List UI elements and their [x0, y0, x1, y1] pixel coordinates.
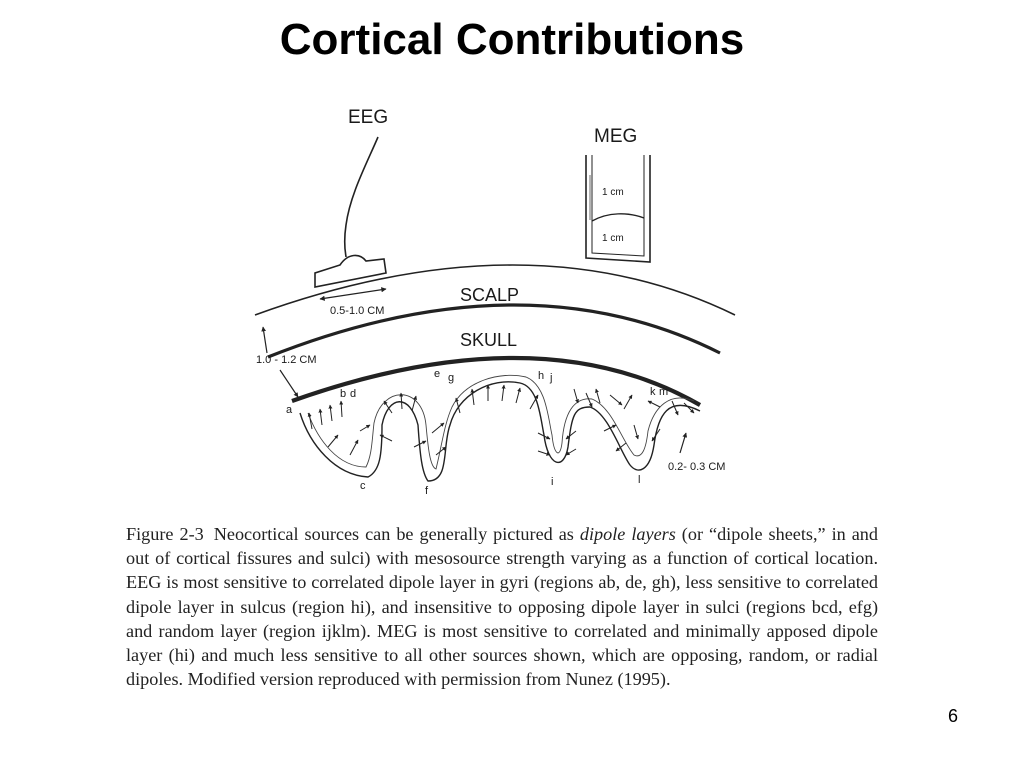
- region-label-e: e: [434, 368, 441, 380]
- meg-dewar: [586, 155, 650, 262]
- region-label-h: h: [538, 370, 545, 382]
- caption-text-after-italic: (or “dipole sheets,” in and out of cortical fissures and sulci) with mesosource strength varying as a function of cortical location. EEG is most sensitive to correlated dipole layer in gyri (regions ab, de, gh), less sensitive to correlated dipole layer in sulcus (region hi), and insensitive to opposing dipole layer in sulci (regions bcd, efg) and random layer (region ijklm). MEG is most sensitive to correlated and minimally apposed dipole layer (hi) and much less sensitive to all other sources shown, which are opposing, random, or radial dipoles. Modified version reproduced with permission from Nunez (1995).: [126, 524, 878, 690]
- region-label-j: j: [550, 372, 553, 384]
- slide-title: Cortical Contributions: [279, 15, 745, 64]
- page-number: 6: [948, 706, 959, 726]
- region-label-f: f: [425, 485, 429, 497]
- figure-caption: [126, 522, 878, 691]
- figure-number: Figure 2-3: [126, 524, 204, 544]
- region-label-l: l: [638, 474, 641, 486]
- dipole-arrow: [574, 389, 578, 403]
- cortex-outline: [300, 382, 700, 481]
- eeg-electrode: [315, 255, 386, 287]
- dipole-arrow: [360, 425, 370, 431]
- caption-italic-term: dipole layers: [579, 524, 676, 544]
- dipole-arrow: [516, 388, 520, 403]
- dipole-arrow: [610, 395, 622, 405]
- eeg-label: EEG: [348, 107, 389, 128]
- dipole-arrow: [384, 401, 392, 413]
- region-label-a: a: [286, 404, 293, 416]
- skull-label: SKULL: [460, 330, 518, 350]
- region-label-d: d: [350, 388, 357, 400]
- dipole-arrows: [309, 385, 694, 455]
- cortical-dipole-figure: [160, 95, 820, 505]
- meg-distance-top-label: 1 cm: [602, 187, 624, 198]
- eeg-wire: [345, 137, 378, 257]
- meg-coil: [592, 214, 644, 221]
- dipole-arrow: [672, 401, 678, 415]
- dipole-arrow: [604, 425, 616, 431]
- dipole-arrow: [648, 401, 660, 407]
- thickness-label: 1.0 - 1.2 CM: [256, 354, 317, 366]
- caption-text-before-italic: Neocortical sources can be generally pictured as: [213, 524, 574, 544]
- dipole-arrow: [350, 440, 358, 455]
- region-label-k: k: [650, 386, 656, 398]
- dipole-arrow: [341, 401, 342, 417]
- dipole-arrow: [328, 435, 338, 447]
- meg-distance-bottom-label: 1 cm: [602, 233, 624, 244]
- thickness-arrow-top: [263, 327, 267, 353]
- dipole-arrow: [320, 409, 322, 425]
- region-label-c: c: [360, 480, 366, 492]
- dipole-arrow: [634, 425, 638, 439]
- dipole-arrow: [432, 423, 444, 433]
- dipole-arrow: [401, 393, 402, 409]
- dipole-diagram: [160, 95, 820, 505]
- dipole-arrow: [566, 431, 576, 439]
- dipole-arrow: [330, 405, 332, 421]
- dipole-arrow: [502, 385, 504, 401]
- cortex-thickness-arrow: [680, 433, 686, 453]
- region-label-m: m: [659, 386, 669, 398]
- dipole-arrow: [472, 389, 474, 405]
- region-label-g: g: [448, 372, 455, 384]
- region-label-b: b: [340, 388, 347, 400]
- dipole-arrow: [624, 395, 632, 409]
- cortex-thickness-label: 0.2- 0.3 CM: [668, 461, 726, 473]
- thickness-arrow-bottom: [280, 370, 298, 397]
- electrode-width-label: 0.5-1.0 CM: [330, 305, 385, 317]
- meg-label: MEG: [594, 126, 638, 147]
- scalp-label: SCALP: [460, 285, 520, 305]
- dipole-arrow: [586, 393, 592, 407]
- cortex-inner-outline: [308, 375, 694, 469]
- region-label-i: i: [551, 476, 554, 488]
